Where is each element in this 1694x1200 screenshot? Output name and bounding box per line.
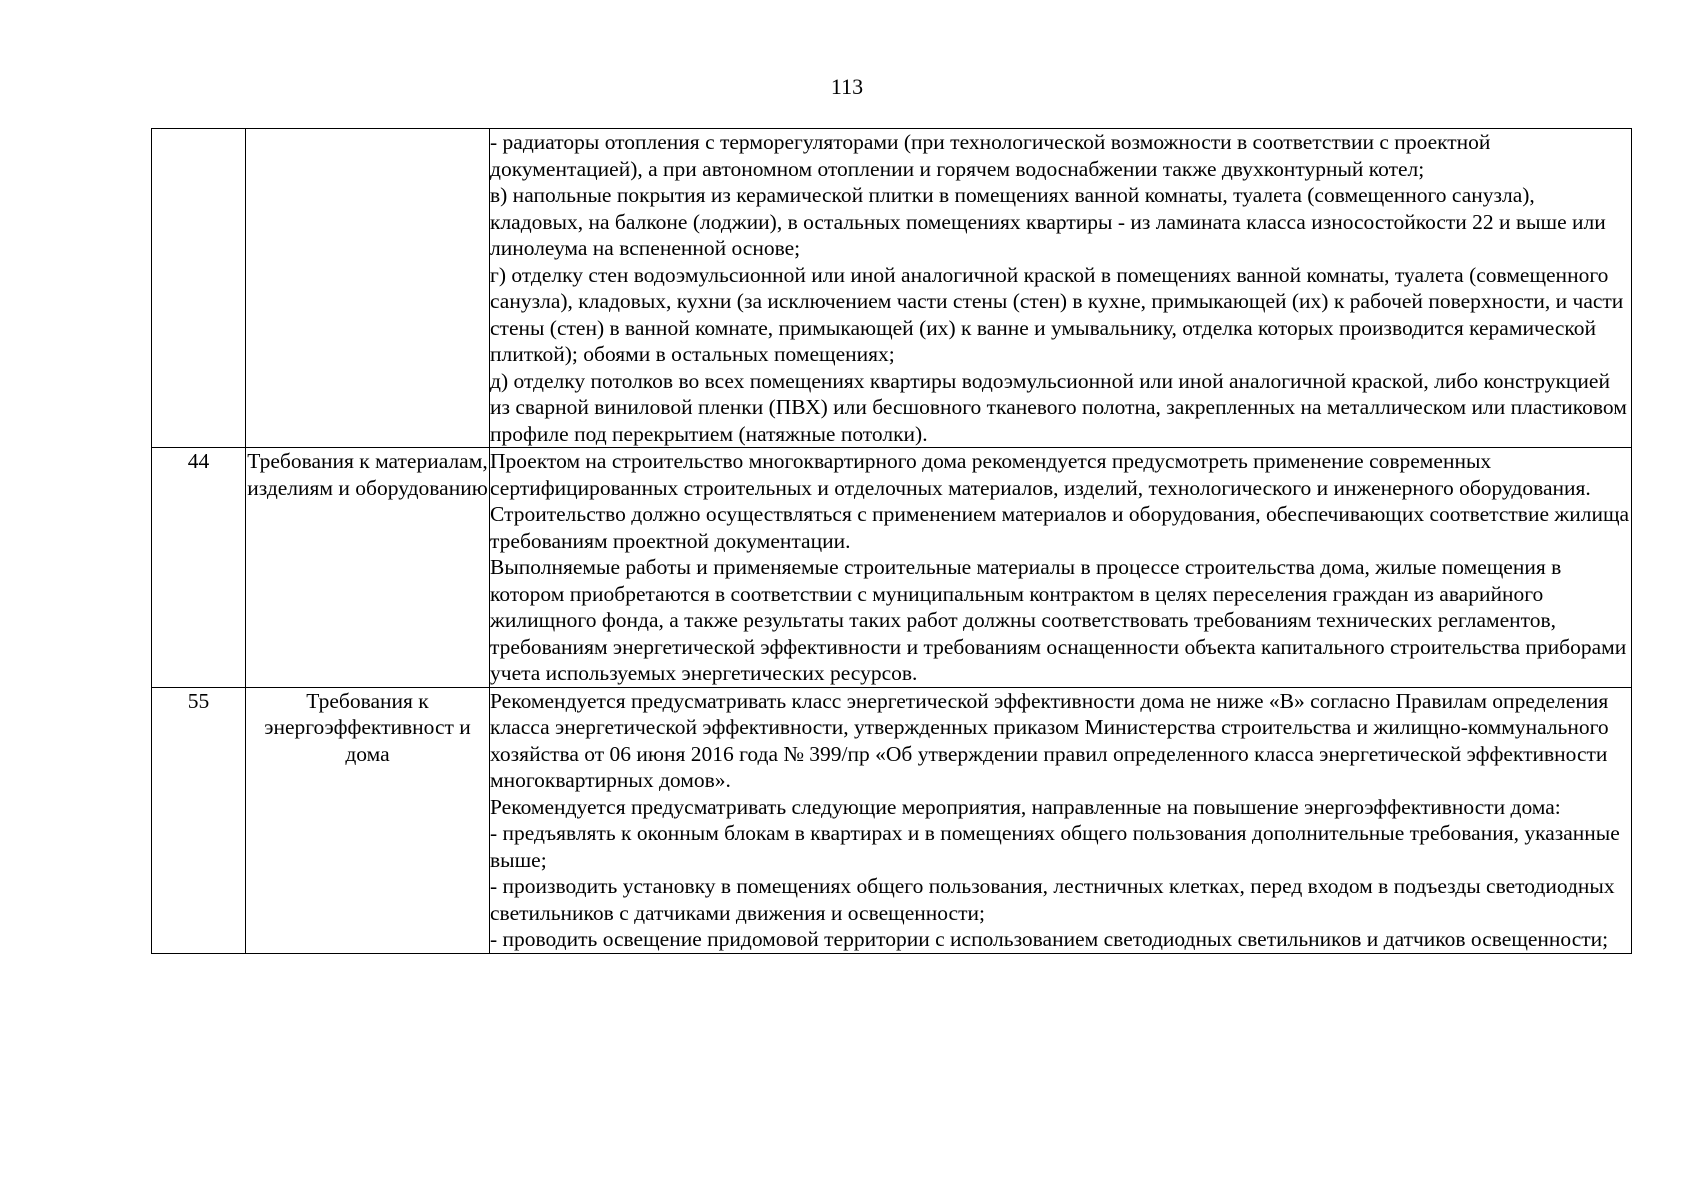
row-number: 44: [152, 448, 246, 688]
requirement-description: [490, 448, 1632, 688]
row-number: 55: [152, 687, 246, 953]
row-number: [152, 129, 246, 448]
description-paragraph: - проводить освещение придомовой территории с использованием светодиодных светильников и датчиков освещенности;: [490, 927, 1609, 951]
requirement-description: [490, 129, 1632, 448]
description-paragraph: Рекомендуется предусматривать класс энергетической эффективности дома не ниже «В» согласно Правилам определения класса энергетической эффективности, утвержденных приказом Министерства строительства и жилищно-коммунального хозяйства от 06 июня 2016 года № 399/пр «Об утверждении правил определенного класса энергетической эффективности многоквартирных домов».: [490, 688, 1609, 792]
description-paragraph: в) напольные покрытия из керамической плитки в помещениях ванной комнаты, туалета (совмещенного санузла), кладовых, на балконе (лоджии), в остальных помещениях квартиры - из ламината класса износостойкости 22 и выше или линолеума на вспененной основе;: [490, 183, 1606, 260]
requirement-name: Требования к материалам, изделиям и оборудованию: [246, 448, 490, 688]
description-paragraph: - предъявлять к оконным блокам в квартирах и в помещениях общего пользования дополнительные требования, указанные выше;: [490, 821, 1620, 872]
table-row: [152, 129, 1632, 448]
requirement-description: [490, 687, 1632, 953]
page-number: 113: [830, 74, 864, 99]
table-row: [152, 687, 1632, 953]
description-paragraph: Выполняемые работы и применяемые строительные материалы в процессе строительства дома, жилые помещения в котором приобретаются в соответствии с муниципальным контрактом в целях переселения граждан из аварийного жилищного фонда, а также результаты таких работ должны соответствовать требованиям технических регламентов, требованиям энергетической эффективности и требованиям оснащенности объекта капитального строительства приборами учета используемых энергетических ресурсов.: [490, 555, 1627, 685]
description-paragraph: - радиаторы отопления с терморегуляторами (при технологической возможности в соответствии с проектной документацией), а при автономном отоплении и горячем водоснабжении также двухконтурный котел;: [490, 130, 1491, 181]
requirement-name: [246, 129, 490, 448]
requirements-table: [151, 128, 1632, 954]
table-row: [152, 448, 1632, 688]
requirement-name: Требования к энергоэффективност и дома: [246, 687, 490, 953]
description-paragraph: - производить установку в помещениях общего пользования, лестничных клетках, перед входом в подъезды светодиодных светильников с датчиками движения и освещенности;: [490, 874, 1615, 925]
description-paragraph: Рекомендуется предусматривать следующие мероприятия, направленные на повышение энергоэффективности дома:: [490, 794, 1561, 819]
description-paragraph: Проектом на строительство многоквартирного дома рекомендуется предусмотреть применение современных сертифицированных строительных и отделочных материалов, изделий, технологического и инженерного оборудования. Строительство должно осуществляться с применением материалов и оборудования, обеспечивающих соответствие жилища требованиям проектной документации.: [490, 449, 1630, 553]
description-paragraph: г) отделку стен водоэмульсионной или иной аналогичной краской в помещениях ванной комнаты, туалета (совмещенного санузла), кладовых, кухни (за исключением части стены (стен) в кухне, примыкающей (их) к рабочей поверхности, и части стены (стен) в ванной комнате, примыкающей (их) к ванне и умывальнику, отделка которых производится керамической плиткой); обоями в остальных помещениях;: [490, 262, 1624, 366]
description-paragraph: д) отделку потолков во всех помещениях квартиры водоэмульсионной или иной аналогичной краской, либо конструкцией из сварной виниловой пленки (ПВХ) или бесшовного тканевого полотна, закрепленных на металлическом или пластиковом профиле под перекрытием (натяжные потолки).: [490, 368, 1627, 446]
